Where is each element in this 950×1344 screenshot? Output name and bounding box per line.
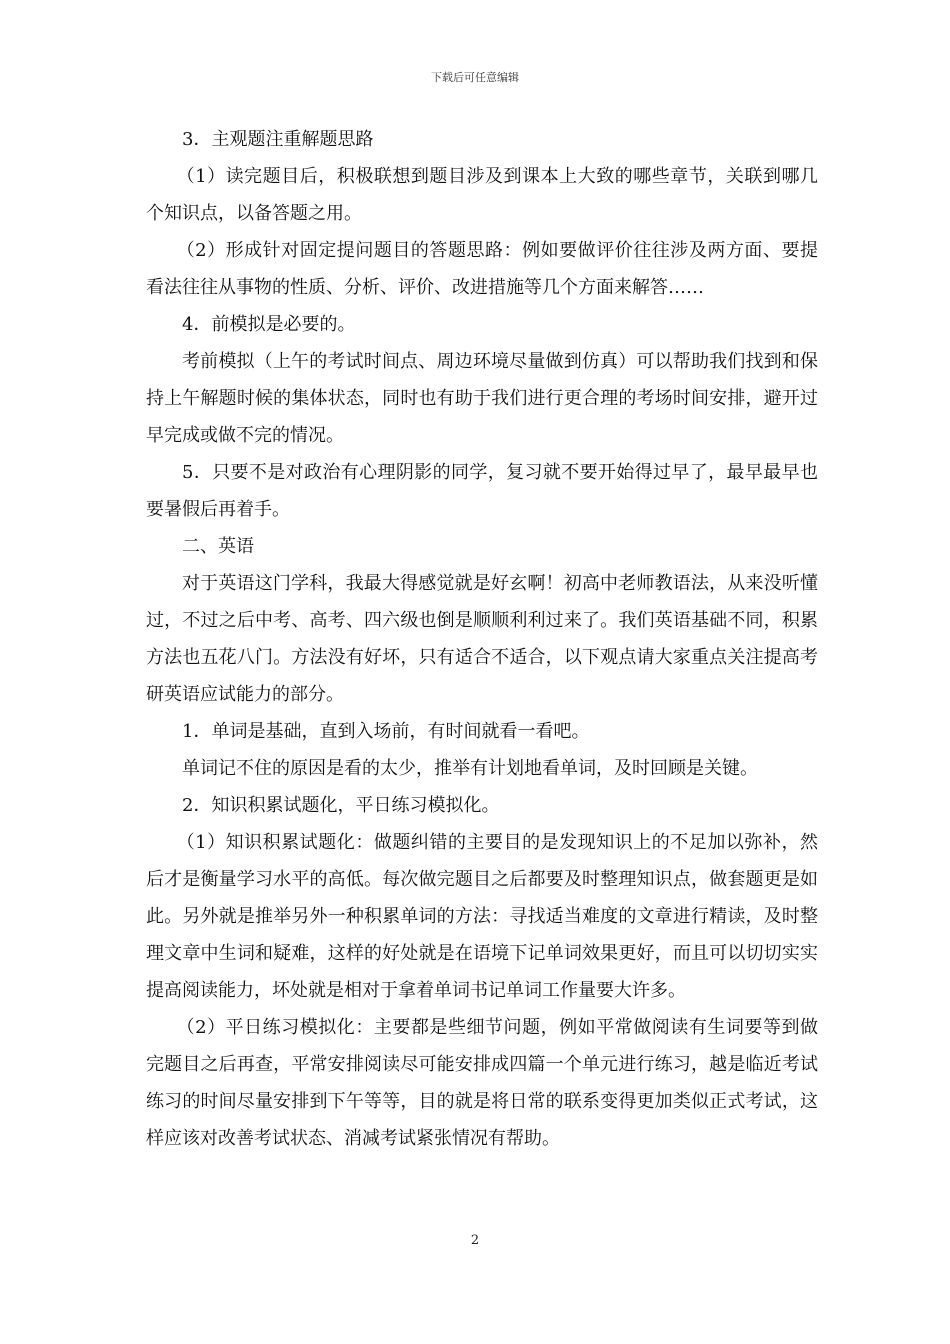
paragraph-vocab-heading: 1．单词是基础，直到入场前，有时间就看一看吧。	[182, 721, 590, 742]
paragraph-practice-item-2: （2）平日练习模拟化：主要都是些细节问题，例如平常做阅读有生词要等到做完题目之后再查，平常安排阅读尽可能安排成四篇一个单元进行练习，越是临近考试练习的时间尽量安排到下午等等，目的就是将日常的联系变得更加类似正式考试，这样应该对改善考试状态、消减考试紧张情况有帮助。	[146, 1017, 818, 1149]
paragraph-english-intro: 对于英语这门学科，我最大得感觉就是好玄啊！初高中老师教语法，从来没听懂过，不过之后中考、高考、四六级也倒是顺顺利利过来了。我们英语基础不同，积累方法也五花八门。方法没有好坏，只有适合不适合，以下观点请大家重点关注提高考研英语应试能力的部分。	[146, 573, 818, 705]
paragraph-simulation-body: 考前模拟（上午的考试时间点、周边环境尽量做到仿真）可以帮助我们找到和保持上午解题时候的集体状态，同时也有助于我们进行更合理的考场时间安排，避开过早完成或做不完的情况。	[146, 351, 818, 446]
paragraph-practice-item-1: （1）知识积累试题化：做题纠错的主要目的是发现知识上的不足加以弥补，然后才是衡量学习水平的高低。每次做完题目之后都要及时整理知识点，做套题更是如此。另外就是推举另外一种积累单词的方法：寻找适当难度的文章进行精读，及时整理文章中生词和疑难，这样的好处就是在语境下记单词效果更好，而且可以切切实实提高阅读能力，坏处就是相对于拿着单词书记单词工作量要大许多。	[146, 832, 818, 1001]
page-number: 2	[470, 1233, 480, 1248]
page-header: 下载后可任意编辑	[431, 71, 519, 84]
section-heading-english: 二、英语	[182, 536, 254, 557]
paragraph-vocab-body: 单词记不住的原因是看的太少，推举有计划地看单词，及时回顾是关键。	[182, 758, 758, 779]
paragraph-point-5: 5．只要不是对政治有心理阴影的同学，复习就不要开始得过早了，最早最早也要暑假后再着手。	[146, 462, 818, 520]
paragraph-simulation-heading: 4．前模拟是必要的。	[182, 314, 356, 335]
paragraph-subjective-heading: 3．主观题注重解题思路	[182, 129, 374, 150]
paragraph-item-1: （1）读完题目后，积极联想到题目涉及到课本上大致的哪些章节，关联到哪几个知识点，以备答题之用。	[146, 166, 818, 224]
paragraph-practice-heading: 2．知识积累试题化，平日练习模拟化。	[182, 795, 500, 816]
document-body	[146, 121, 818, 1157]
paragraph-item-2: （2）形成针对固定提问题目的答题思路：例如要做评价往往涉及两方面、要提看法往往从事物的性质、分析、评价、改进措施等几个方面来解答……	[146, 240, 818, 298]
